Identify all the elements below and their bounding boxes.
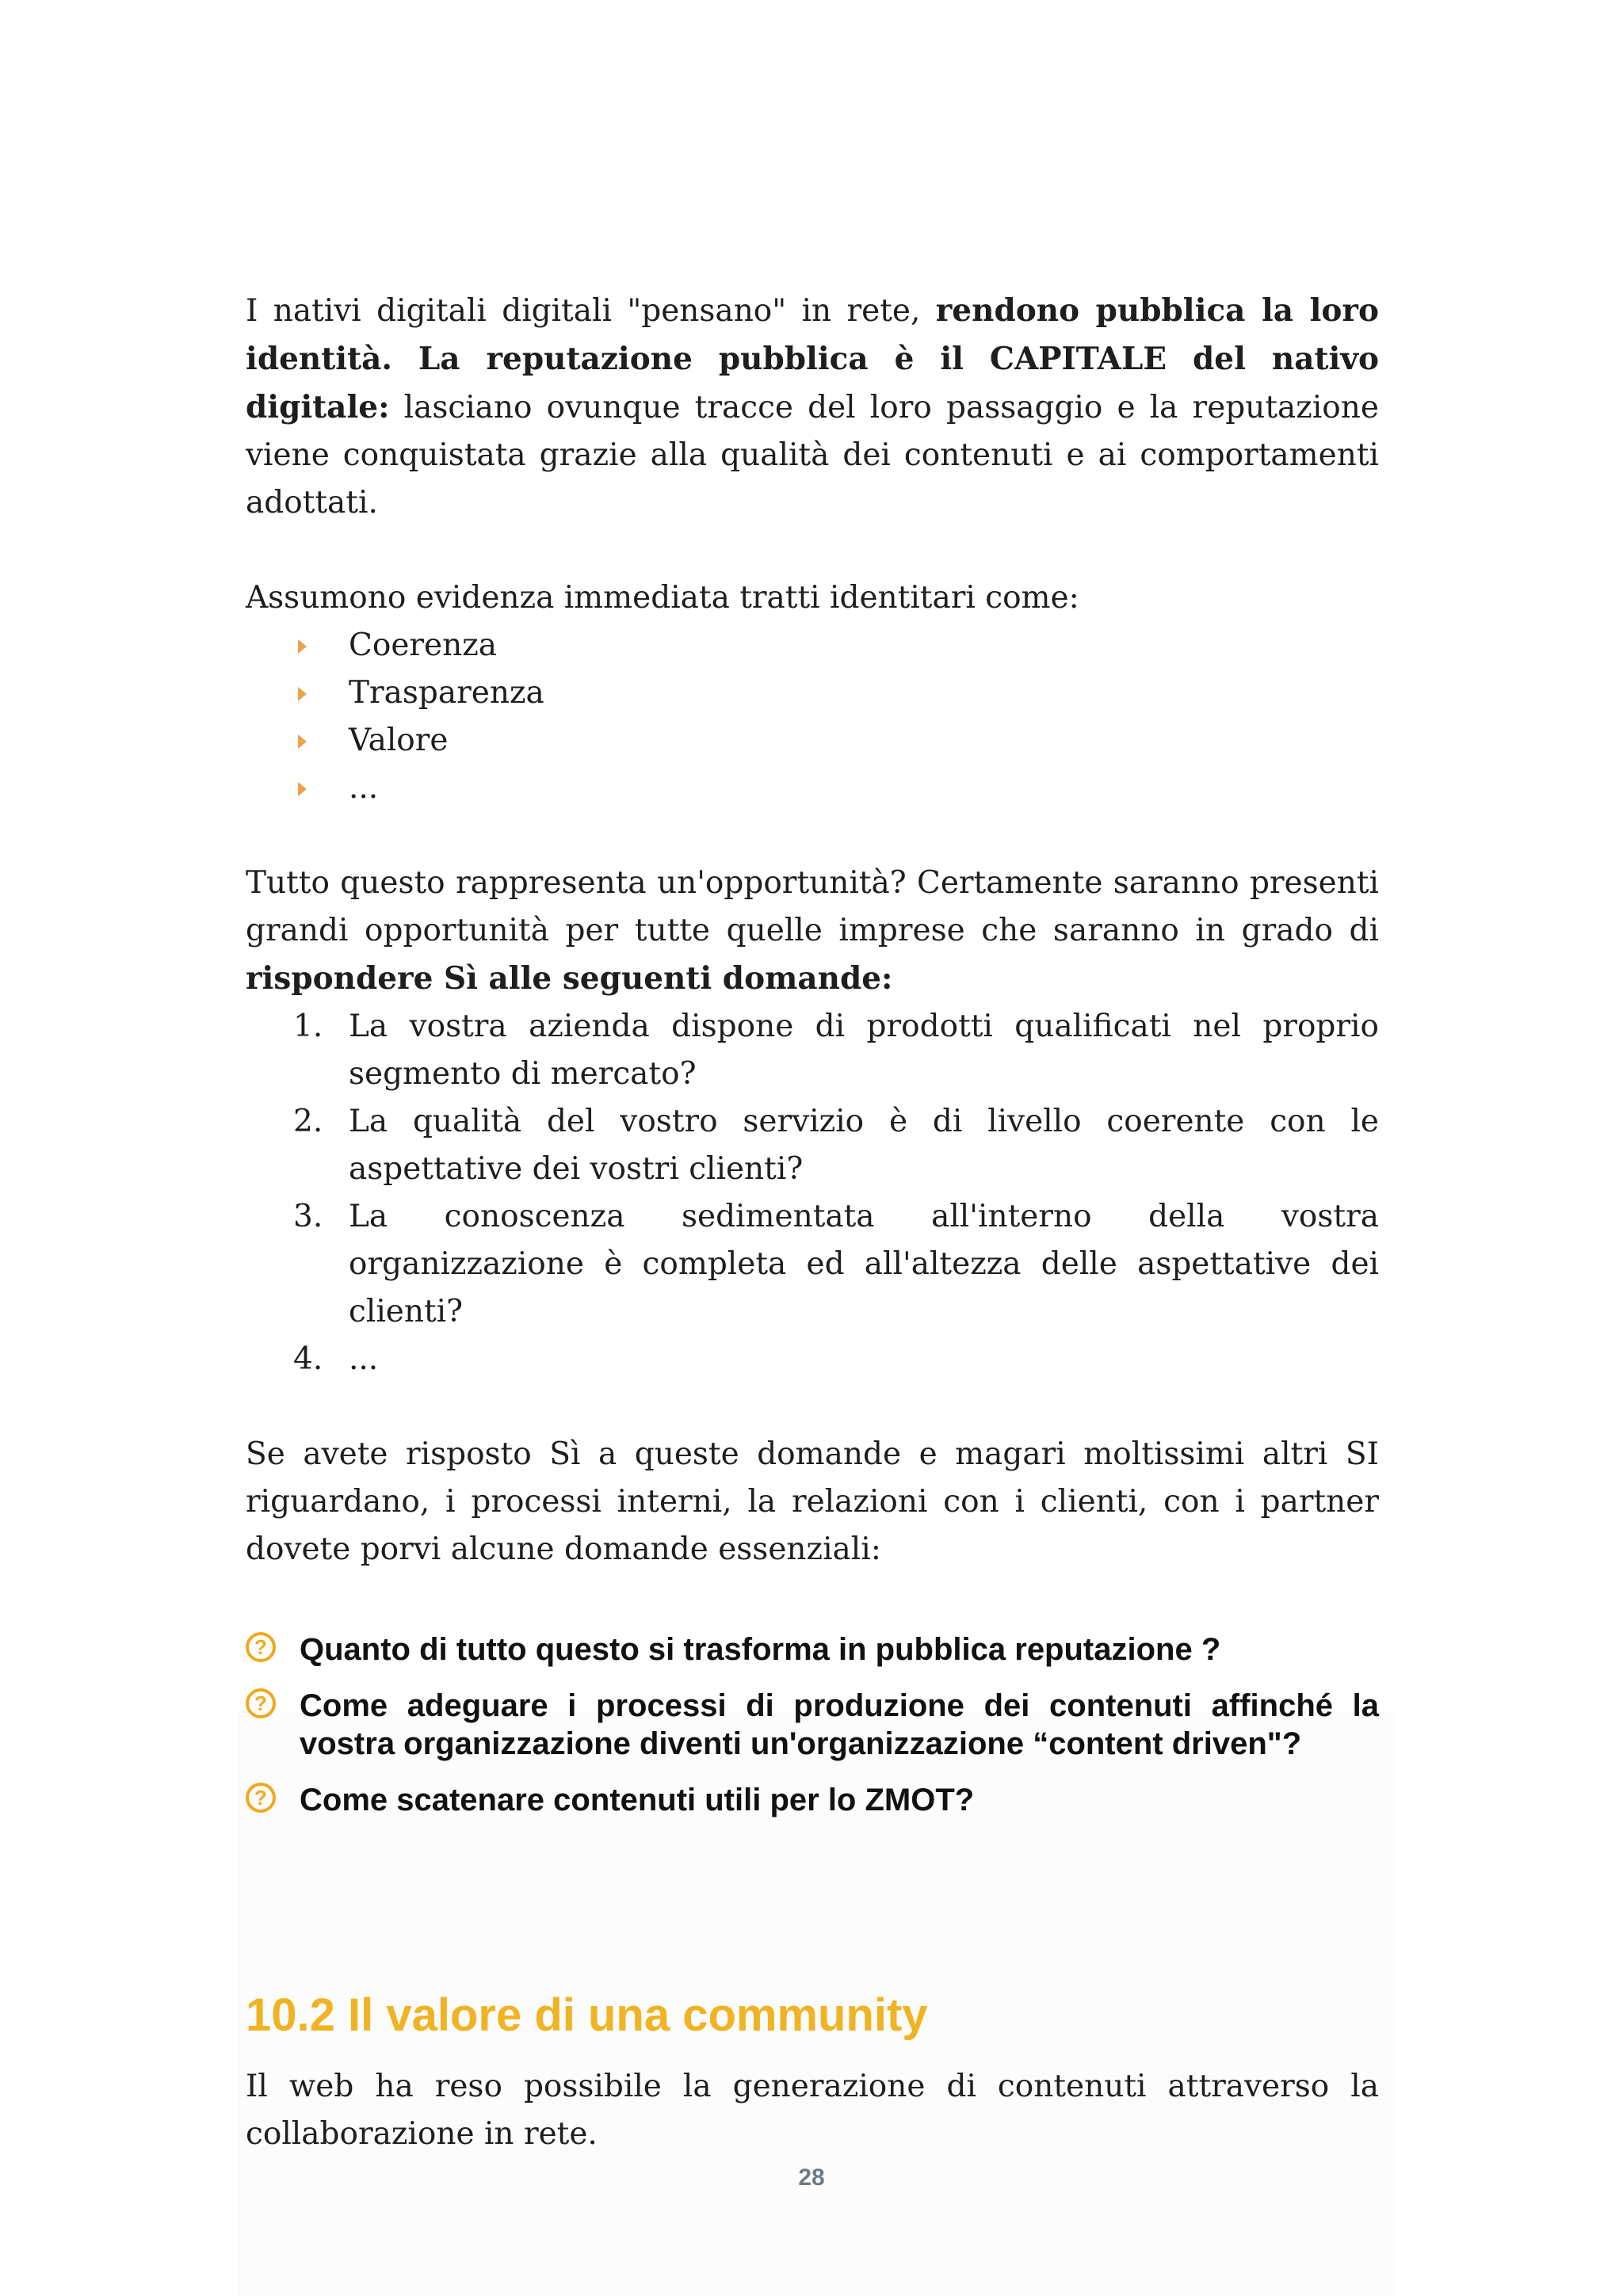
question-circle-icon: ?	[246, 1632, 276, 1662]
triangle-bullet-icon	[298, 734, 307, 749]
traits-lead: Assumono evidenza immediata tratti identitari come:	[246, 580, 1079, 616]
intro-paragraph	[246, 287, 1379, 527]
list-item: 3. La conoscenza sedimentata all'interno della vostra organizzazione è completa ed all'altezza delle aspettative dei clienti?	[293, 1199, 1379, 1329]
list-item: 1. La vostra azienda dispone di prodotti qualificati nel proprio segmento di mercato?	[293, 1009, 1379, 1092]
intro-bold: rendono pubblica la loro identità. La reputazione pubblica è il CAPITALE del nativo digitale:	[246, 292, 1379, 425]
list-item: ...	[246, 765, 1379, 812]
list-item: 2. La qualità del vostro servizio è di livello coerente con le aspettative dei vostri clienti?	[293, 1104, 1379, 1187]
key-question: ? Come adeguare i processi di produzione dei contenuti affinché la vostra organizzazione diventi un'organizzazione “content driven"?	[246, 1687, 1379, 1763]
page-content	[246, 287, 1379, 2158]
key-question: ? Quanto di tutto questo si trasforma in pubblica reputazione ?	[246, 1630, 1379, 1669]
opportunity-bold: rispondere Sì alle seguenti domande:	[246, 960, 893, 997]
question-circle-icon: ?	[246, 1783, 276, 1813]
page-number: 28	[798, 2164, 825, 2191]
list-item: Valore	[246, 717, 1379, 765]
key-question: ? Come scatenare contenuti utili per lo ZMOT?	[246, 1781, 1379, 1819]
section-paragraph: Il web ha reso possibile la generazione di contenuti attraverso la collaborazione in rete.	[246, 2069, 1379, 2152]
questions-numbered-list	[246, 1003, 1379, 1383]
traits-list	[246, 622, 1379, 812]
triangle-bullet-icon	[298, 687, 307, 701]
triangle-bullet-icon	[298, 782, 307, 796]
triangle-bullet-icon	[298, 639, 307, 654]
key-questions	[246, 1630, 1379, 1819]
intro-text-a: I nativi digitali digitali "pensano" in rete,	[246, 293, 936, 329]
list-item: 4. ...	[293, 1341, 379, 1377]
list-item: Coerenza	[246, 622, 1379, 669]
question-circle-icon: ?	[246, 1688, 276, 1718]
intro-text-b: lasciano ovunque tracce del loro passaggio e la reputazione viene conquistata grazie alla qualità dei contenuti e ai comportamenti adottati.	[246, 390, 1379, 521]
answer-paragraph: Se avete risposto Sì a queste domande e magari moltissimi altri SI riguardano, i processi interni, la relazioni con i clienti, con i partner dovete porvi alcune domande essenziali:	[246, 1436, 1379, 1567]
list-item: Trasparenza	[246, 669, 1379, 717]
opportunity-paragraph	[246, 860, 1379, 1003]
section-heading: 10.2 Il valore di una community	[246, 1989, 928, 2041]
opportunity-text: Tutto questo rappresenta un'opportunità? Certamente saranno presenti grandi opportunità per tutte quelle imprese che saranno in grado di	[246, 865, 1379, 948]
